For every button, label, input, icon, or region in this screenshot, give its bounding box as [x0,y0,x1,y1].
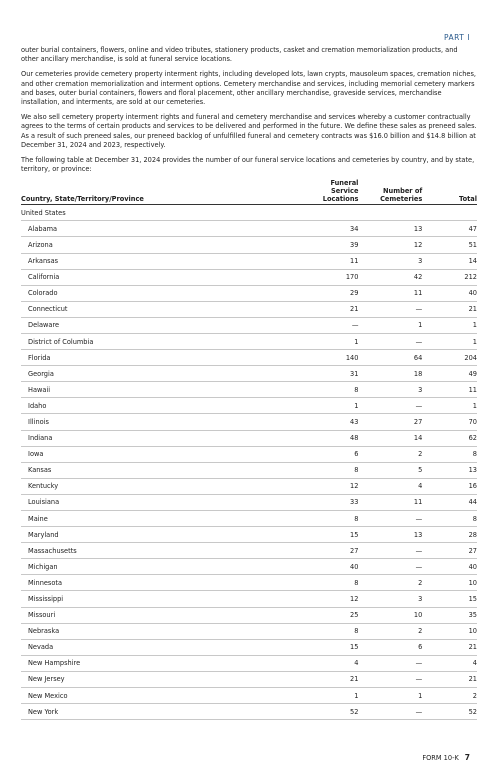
table-row [21,317,477,333]
row-cemeteries: 3 [358,591,422,607]
row-state: Idaho [21,398,304,414]
locations-table [21,180,477,720]
row-total: 52 [422,704,477,720]
table-row [21,478,477,494]
row-total: 2 [422,688,477,704]
row-total: 1 [422,333,477,349]
row-cemeteries: 64 [358,350,422,366]
row-cemeteries: 3 [358,382,422,398]
row-total: 10 [422,623,477,639]
row-funeral-locations: 8 [304,623,359,639]
row-cemeteries: 1 [358,317,422,333]
row-funeral-locations: 27 [304,543,359,559]
table-row [21,350,477,366]
row-funeral-locations: 12 [304,591,359,607]
table-row [21,607,477,623]
row-cemeteries: 2 [358,446,422,462]
row-state: Arkansas [21,253,304,269]
row-total: 40 [422,559,477,575]
table-row [21,446,477,462]
row-state: New Hampshire [21,655,304,671]
document-body [21,46,477,720]
row-state: Hawaii [21,382,304,398]
row-cemeteries: 18 [358,366,422,382]
table-row [21,559,477,575]
row-cemeteries: 10 [358,607,422,623]
row-cemeteries: 1 [358,688,422,704]
row-total: 13 [422,462,477,478]
row-funeral-locations: 12 [304,478,359,494]
form-label: FORM 10-K [422,754,459,762]
row-cemeteries: 13 [358,221,422,237]
row-state: Arizona [21,237,304,253]
table-row [21,366,477,382]
row-funeral-locations: 33 [304,494,359,510]
table-row [21,430,477,446]
row-state: Nebraska [21,623,304,639]
row-funeral-locations: 1 [304,333,359,349]
row-state: Alabama [21,221,304,237]
row-funeral-locations: 8 [304,462,359,478]
table-row [21,591,477,607]
table-row [21,301,477,317]
paragraph-table-intro: The following table at December 31, 2024 provides the number of our funeral service locations and cemeteries by country, and by state, territory, or province: [21,156,475,174]
table-row [21,382,477,398]
row-funeral-locations: 21 [304,301,359,317]
row-funeral-locations: 40 [304,559,359,575]
row-state: Louisiana [21,494,304,510]
row-funeral-locations: 48 [304,430,359,446]
row-total: 1 [422,317,477,333]
row-state: Illinois [21,414,304,430]
page-footer [422,753,470,762]
page-number: 7 [464,753,470,762]
row-total: 1 [422,398,477,414]
row-total: 16 [422,478,477,494]
row-state: Minnesota [21,575,304,591]
row-funeral-locations: 15 [304,639,359,655]
table-row [21,527,477,543]
table-row [21,253,477,269]
table-row [21,462,477,478]
row-funeral-locations: 11 [304,253,359,269]
row-state: Missouri [21,607,304,623]
table-row [21,623,477,639]
row-cemeteries: — [358,333,422,349]
row-cemeteries: 12 [358,237,422,253]
row-state: Massachusetts [21,543,304,559]
row-funeral-locations: 1 [304,688,359,704]
column-header-cemeteries: Number of Cemeteries [358,180,422,204]
row-state: Maryland [21,527,304,543]
row-funeral-locations: 8 [304,575,359,591]
row-total: 4 [422,655,477,671]
table-row [21,221,477,237]
row-state: Georgia [21,366,304,382]
row-total: 62 [422,430,477,446]
row-state: California [21,269,304,285]
table-row [21,237,477,253]
table-row [21,414,477,430]
row-total: 212 [422,269,477,285]
row-cemeteries: — [358,704,422,720]
row-total: 44 [422,494,477,510]
table-row [21,575,477,591]
row-total: 21 [422,671,477,687]
row-cemeteries: — [358,543,422,559]
row-total: 14 [422,253,477,269]
row-state: Mississippi [21,591,304,607]
row-cemeteries: 42 [358,269,422,285]
row-cemeteries: 27 [358,414,422,430]
row-total: 204 [422,350,477,366]
row-cemeteries: 5 [358,462,422,478]
part-label: PART I [443,33,470,42]
column-header-funeral: Funeral Service Locations [304,180,359,204]
row-cemeteries: 11 [358,285,422,301]
row-funeral-locations: 34 [304,221,359,237]
row-cemeteries: — [358,671,422,687]
row-cemeteries: — [358,511,422,527]
row-funeral-locations: 25 [304,607,359,623]
row-state: Delaware [21,317,304,333]
row-total: 21 [422,301,477,317]
row-total: 47 [422,221,477,237]
table-row [21,333,477,349]
row-funeral-locations: 140 [304,350,359,366]
row-state: Kansas [21,462,304,478]
row-total: 8 [422,446,477,462]
row-cemeteries: 13 [358,527,422,543]
section-row [21,205,477,221]
paragraph-preneed: We also sell cemetery property interment rights and funeral and cemetery merchandise and services whereby a customer contractually agrees to the terms of certain products and services to be delivered and performed in the future. We define these sales as preneed sales. As a result of such preneed sales, our preneed backlog of unfulfilled funeral and cemetery contracts was $16.0 billion and $14.8 billion at December 31, 2024 and 2023, respectively. [21,113,477,149]
row-state: Connecticut [21,301,304,317]
row-cemeteries: 4 [358,478,422,494]
row-state: Nevada [21,639,304,655]
row-total: 8 [422,511,477,527]
table-row [21,655,477,671]
row-funeral-locations: 39 [304,237,359,253]
row-funeral-locations: 29 [304,285,359,301]
row-cemeteries: — [358,559,422,575]
row-total: 15 [422,591,477,607]
table-row [21,285,477,301]
row-funeral-locations: 43 [304,414,359,430]
row-funeral-locations: 8 [304,382,359,398]
row-funeral-locations: — [304,317,359,333]
table-row [21,704,477,720]
row-cemeteries: 14 [358,430,422,446]
row-state: Florida [21,350,304,366]
paragraph-merchandise: outer burial containers, flowers, online and video tributes, stationery products, casket and cremation memorialization products, and other ancillary merchandise, is sold at funeral service locations. [21,46,458,64]
row-total: 21 [422,639,477,655]
row-state: New Mexico [21,688,304,704]
row-cemeteries: 3 [358,253,422,269]
row-cemeteries: 6 [358,639,422,655]
row-state: Colorado [21,285,304,301]
row-total: 35 [422,607,477,623]
row-total: 40 [422,285,477,301]
row-total: 49 [422,366,477,382]
row-funeral-locations: 4 [304,655,359,671]
row-funeral-locations: 31 [304,366,359,382]
row-state: Iowa [21,446,304,462]
row-state: Kentucky [21,478,304,494]
row-state: New York [21,704,304,720]
row-funeral-locations: 21 [304,671,359,687]
row-total: 10 [422,575,477,591]
row-state: Indiana [21,430,304,446]
table-row [21,511,477,527]
table-header-row [21,180,477,204]
column-header-total: Total [422,180,477,204]
row-cemeteries: 2 [358,575,422,591]
paragraph-cemeteries: Our cemeteries provide cemetery property interment rights, including developed lots, lawn crypts, mausoleum spaces, cremation niches, and other cremation memorialization and interment options. Cemetery merchandise and services, including memorial cemetery markers and bases, outer burial containers, flowers and floral placement, other ancillary merchandise, graveside services, merchandise installation, and interments, are sold at our cemeteries. [21,70,476,107]
table-row [21,494,477,510]
row-funeral-locations: 15 [304,527,359,543]
row-cemeteries: — [358,301,422,317]
row-total: 27 [422,543,477,559]
row-funeral-locations: 8 [304,511,359,527]
row-total: 28 [422,527,477,543]
row-cemeteries: 2 [358,623,422,639]
row-funeral-locations: 6 [304,446,359,462]
table-row [21,671,477,687]
row-state: District of Columbia [21,333,304,349]
table-row [21,543,477,559]
row-state: Maine [21,511,304,527]
row-cemeteries: 11 [358,494,422,510]
section-label: United States [21,205,477,221]
table-row [21,688,477,704]
table-row [21,398,477,414]
row-funeral-locations: 170 [304,269,359,285]
table-row [21,269,477,285]
row-funeral-locations: 1 [304,398,359,414]
column-header-region: Country, State/Territory/Province [21,180,304,204]
row-total: 11 [422,382,477,398]
row-state: New Jersey [21,671,304,687]
row-funeral-locations: 52 [304,704,359,720]
table-row [21,639,477,655]
row-cemeteries: — [358,655,422,671]
row-total: 51 [422,237,477,253]
row-state: Michigan [21,559,304,575]
row-cemeteries: — [358,398,422,414]
row-total: 70 [422,414,477,430]
